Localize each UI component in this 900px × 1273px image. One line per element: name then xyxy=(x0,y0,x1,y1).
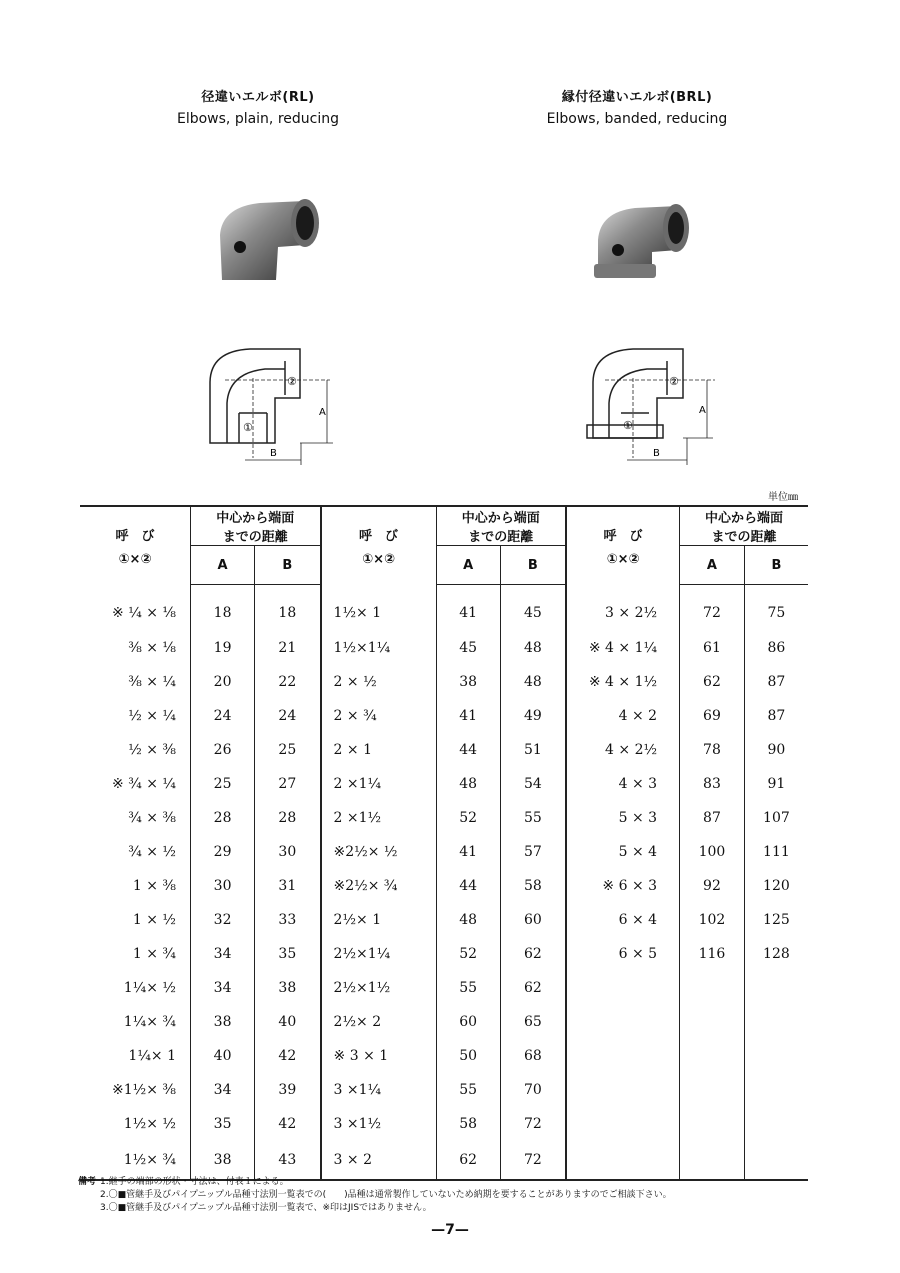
dim-b-cell: 45 xyxy=(500,585,566,632)
dim-b-cell xyxy=(744,1141,808,1180)
dim-b-cell: 58 xyxy=(500,869,566,903)
size-cell: 2 × ½ xyxy=(321,665,437,699)
note-3: 3.〇■管継手及びパイプニップル品種寸法別一覧表で、※印はJISではありません。 xyxy=(100,1203,432,1213)
dim-b-cell: 33 xyxy=(255,903,321,937)
header-size: 呼 び ①×② xyxy=(321,506,437,585)
size-cell: 3 ×1½ xyxy=(321,1107,437,1141)
size-cell: 2½×1¼ xyxy=(321,937,437,971)
size-cell: ※ 6 × 3 xyxy=(566,869,680,903)
dim-b-cell: 62 xyxy=(500,937,566,971)
table-row xyxy=(80,869,808,903)
size-cell: 1½× ¾ xyxy=(123,1152,176,1168)
elbow-brl-drawing xyxy=(585,343,725,468)
dim-a-cell: 78 xyxy=(680,733,745,767)
dim-b-cell: 120 xyxy=(744,869,808,903)
dim-a-cell: 48 xyxy=(436,767,500,801)
dim-a-cell: 69 xyxy=(680,699,745,733)
dim-a-cell xyxy=(680,1107,745,1141)
size-cell: 1¼× 1 xyxy=(128,1048,176,1064)
dim-a-cell xyxy=(680,971,745,1005)
dim-a-cell: 102 xyxy=(680,903,745,937)
dim-b-cell xyxy=(744,971,808,1005)
header-b: B xyxy=(255,546,321,585)
dim-a-cell: 19 xyxy=(191,631,255,665)
size-cell: 5 × 3 xyxy=(566,801,680,835)
dim-b-cell: 128 xyxy=(744,937,808,971)
dim-a-cell: 44 xyxy=(436,733,500,767)
dim-b-cell: 68 xyxy=(500,1039,566,1073)
dim-b-cell: 49 xyxy=(500,699,566,733)
dim-b-cell: 43 xyxy=(255,1141,321,1180)
product-title-rl xyxy=(108,86,408,127)
table-row xyxy=(80,631,808,665)
dim-a-cell: 32 xyxy=(191,903,255,937)
dim-a-cell: 20 xyxy=(191,665,255,699)
dimension-table xyxy=(80,505,808,1181)
dim-a-cell xyxy=(680,1039,745,1073)
page-number: —7— xyxy=(431,1222,469,1238)
dim-b-cell: 38 xyxy=(255,971,321,1005)
size-cell: 3 × 2½ xyxy=(566,585,680,632)
dim-b-cell: 39 xyxy=(255,1073,321,1107)
size-cell: ※ ¼ × ⅛ xyxy=(112,604,176,621)
dim-a-cell: 38 xyxy=(191,1005,255,1039)
table-row xyxy=(80,733,808,767)
size-cell: 3 × 2 xyxy=(321,1141,437,1180)
table-row xyxy=(80,1141,808,1180)
dim-a-cell xyxy=(680,1073,745,1107)
size-cell: 2 ×1½ xyxy=(321,801,437,835)
table-row xyxy=(80,1073,808,1107)
dim-b-cell: 75 xyxy=(744,585,808,632)
size-cell: ¾ × ⅜ xyxy=(128,810,176,826)
dim-a-label: A xyxy=(319,407,326,418)
dim-b-label: B xyxy=(270,448,277,459)
size-cell: 5 × 4 xyxy=(566,835,680,869)
dim-b-cell xyxy=(744,1039,808,1073)
dim-a-cell: 34 xyxy=(191,971,255,1005)
dim-b-cell: 111 xyxy=(744,835,808,869)
dim-a-cell: 40 xyxy=(191,1039,255,1073)
dim-b-cell: 30 xyxy=(255,835,321,869)
notes-label: 備考 xyxy=(78,1177,97,1187)
dim-b-cell: 35 xyxy=(255,937,321,971)
dim-a-cell: 41 xyxy=(436,585,500,632)
table-row xyxy=(80,937,808,971)
dim-a-cell: 38 xyxy=(191,1141,255,1180)
dim-a-cell: 24 xyxy=(191,699,255,733)
dim-b-label: B xyxy=(653,448,660,459)
dim-a-cell: 26 xyxy=(191,733,255,767)
dim-b-cell: 24 xyxy=(255,699,321,733)
dim-a-cell: 58 xyxy=(436,1107,500,1141)
dim-a-cell xyxy=(680,1005,745,1039)
dim-a-cell: 45 xyxy=(436,631,500,665)
dim-a-cell: 50 xyxy=(436,1039,500,1073)
dim-b-cell: 40 xyxy=(255,1005,321,1039)
dim-b-cell: 55 xyxy=(500,801,566,835)
elbow-brl-photo xyxy=(590,192,700,287)
dim-b-cell: 42 xyxy=(255,1039,321,1073)
title-en-rl: Elbows, plain, reducing xyxy=(176,111,340,127)
header-dist: 中心から端面 までの距離 xyxy=(191,506,321,546)
size-cell: 1 × ½ xyxy=(132,912,176,928)
table-row xyxy=(80,1005,808,1039)
product-title-brl xyxy=(487,86,787,127)
header-a: A xyxy=(680,546,745,585)
dim-b-cell: 28 xyxy=(255,801,321,835)
size-cell: ※2½× ½ xyxy=(321,835,437,869)
size-cell: 1½×1¼ xyxy=(321,631,437,665)
header-size: 呼 び ①×② xyxy=(115,528,155,567)
size-cell: 4 × 2½ xyxy=(566,733,680,767)
header-a: A xyxy=(191,546,255,585)
dim-b-cell: 22 xyxy=(255,665,321,699)
dim-a-cell: 55 xyxy=(436,1073,500,1107)
dim-a-cell: 28 xyxy=(191,801,255,835)
dim-a-cell: 41 xyxy=(436,835,500,869)
unit-label: 単位㎜ xyxy=(768,492,798,503)
elbow-rl-drawing xyxy=(205,343,345,468)
table-row xyxy=(80,585,808,632)
dim-a-label: A xyxy=(699,405,706,416)
header-b: B xyxy=(500,546,566,585)
size-cell: ※ 4 × 1¼ xyxy=(566,631,680,665)
table-row xyxy=(80,801,808,835)
dim-a-cell: 44 xyxy=(436,869,500,903)
note-2: 2.〇■管継手及びパイプニップル品種寸法別一覧表での( )品種は通常製作していないため納期を要することがありますのでご相談下さい。 xyxy=(100,1190,672,1200)
dim-b-cell: 65 xyxy=(500,1005,566,1039)
dim-b-cell: 48 xyxy=(500,665,566,699)
size-cell: 2 × 1 xyxy=(321,733,437,767)
dim-b-cell: 87 xyxy=(744,699,808,733)
dim-a-cell: 48 xyxy=(436,903,500,937)
size-cell xyxy=(566,1073,680,1107)
size-cell xyxy=(566,1141,680,1180)
title-en-brl: Elbows, banded, reducing xyxy=(546,111,728,127)
dim-b-cell: 86 xyxy=(744,631,808,665)
port1-label: ① xyxy=(623,419,633,432)
dim-a-cell: 30 xyxy=(191,869,255,903)
notes xyxy=(78,1176,672,1215)
size-cell: 2½×1½ xyxy=(321,971,437,1005)
header-a: A xyxy=(436,546,500,585)
dim-b-cell: 48 xyxy=(500,631,566,665)
header-dist: 中心から端面 までの距離 xyxy=(680,506,808,546)
size-cell: ※ ¾ × ¼ xyxy=(112,776,176,792)
dim-b-cell xyxy=(744,1107,808,1141)
dim-a-cell: 52 xyxy=(436,937,500,971)
header-dist: 中心から端面 までの距離 xyxy=(436,506,566,546)
dim-b-cell: 25 xyxy=(255,733,321,767)
size-cell: 1¼× ½ xyxy=(123,980,176,996)
dim-b-cell: 18 xyxy=(255,585,321,632)
elbow-rl-photo xyxy=(210,185,330,285)
table-row xyxy=(80,1107,808,1141)
table-row xyxy=(80,665,808,699)
dim-b-cell xyxy=(744,1005,808,1039)
dim-b-cell: 62 xyxy=(500,971,566,1005)
size-cell: 1 × ¾ xyxy=(132,946,176,962)
dim-a-cell xyxy=(680,1141,745,1180)
dim-b-cell: 87 xyxy=(744,665,808,699)
dim-b-cell xyxy=(744,1073,808,1107)
dim-b-cell: 91 xyxy=(744,767,808,801)
port2-label: ② xyxy=(669,375,679,388)
size-cell: ※ 3 × 1 xyxy=(321,1039,437,1073)
note-1: 1.継手の端部の形状・寸法は、付表１による。 xyxy=(100,1177,289,1187)
size-cell: ⅜ × ⅛ xyxy=(128,640,176,656)
dim-a-cell: 72 xyxy=(680,585,745,632)
title-jp-brl: 縁付径違いエルボ(BRL) xyxy=(561,90,713,105)
dim-b-cell: 54 xyxy=(500,767,566,801)
dim-a-cell: 116 xyxy=(680,937,745,971)
size-cell: 2½× 2 xyxy=(321,1005,437,1039)
dim-a-cell: 18 xyxy=(191,585,255,632)
dim-a-cell: 29 xyxy=(191,835,255,869)
dim-a-cell: 92 xyxy=(680,869,745,903)
table-row xyxy=(80,971,808,1005)
dim-b-cell: 125 xyxy=(744,903,808,937)
dim-a-cell: 41 xyxy=(436,699,500,733)
dim-b-cell: 90 xyxy=(744,733,808,767)
size-cell: ※2½× ¾ xyxy=(321,869,437,903)
size-cell: 3 ×1¼ xyxy=(321,1073,437,1107)
dim-a-cell: 35 xyxy=(191,1107,255,1141)
port1-label: ① xyxy=(243,421,253,434)
size-cell: 1½× ½ xyxy=(123,1116,176,1132)
dim-a-cell: 83 xyxy=(680,767,745,801)
size-cell: 1½× 1 xyxy=(321,585,437,632)
title-jp-rl: 径違いエルボ(RL) xyxy=(201,90,315,105)
size-cell: 4 × 3 xyxy=(566,767,680,801)
dim-a-cell: 62 xyxy=(680,665,745,699)
header-b: B xyxy=(744,546,808,585)
size-cell: 1 × ⅜ xyxy=(132,878,176,894)
size-cell xyxy=(566,1039,680,1073)
dim-b-cell: 57 xyxy=(500,835,566,869)
size-cell: 6 × 5 xyxy=(566,937,680,971)
dim-a-cell: 60 xyxy=(436,1005,500,1039)
size-cell: ½ × ⅜ xyxy=(128,742,176,758)
dim-b-cell: 51 xyxy=(500,733,566,767)
size-cell: 6 × 4 xyxy=(566,903,680,937)
dim-b-cell: 72 xyxy=(500,1141,566,1180)
size-cell: ※1½× ⅜ xyxy=(112,1082,176,1098)
size-cell: ¾ × ½ xyxy=(128,844,176,860)
table-row xyxy=(80,767,808,801)
dim-b-cell: 72 xyxy=(500,1107,566,1141)
dim-a-cell: 25 xyxy=(191,767,255,801)
table-row xyxy=(80,699,808,733)
dim-b-cell: 70 xyxy=(500,1073,566,1107)
size-cell: ⅜ × ¼ xyxy=(128,674,176,690)
dim-a-cell: 61 xyxy=(680,631,745,665)
size-cell: 4 × 2 xyxy=(566,699,680,733)
dim-b-cell: 31 xyxy=(255,869,321,903)
dim-a-cell: 62 xyxy=(436,1141,500,1180)
dim-a-cell: 38 xyxy=(436,665,500,699)
dim-b-cell: 27 xyxy=(255,767,321,801)
size-cell: ½ × ¼ xyxy=(128,708,176,724)
size-cell: 2½× 1 xyxy=(321,903,437,937)
dim-b-cell: 107 xyxy=(744,801,808,835)
size-cell: ※ 4 × 1½ xyxy=(566,665,680,699)
dim-b-cell: 60 xyxy=(500,903,566,937)
size-cell: 1¼× ¾ xyxy=(123,1014,176,1030)
dim-a-cell: 87 xyxy=(680,801,745,835)
size-cell xyxy=(566,1005,680,1039)
port2-label: ② xyxy=(287,375,297,388)
dim-a-cell: 55 xyxy=(436,971,500,1005)
table-row xyxy=(80,835,808,869)
size-cell: 2 × ¾ xyxy=(321,699,437,733)
size-cell: 2 ×1¼ xyxy=(321,767,437,801)
dim-a-cell: 34 xyxy=(191,937,255,971)
table-row xyxy=(80,1039,808,1073)
dim-a-cell: 100 xyxy=(680,835,745,869)
size-cell xyxy=(566,1107,680,1141)
dim-b-cell: 42 xyxy=(255,1107,321,1141)
table-row xyxy=(80,903,808,937)
dim-b-cell: 21 xyxy=(255,631,321,665)
header-size: 呼 び ①×② xyxy=(566,506,680,585)
dim-a-cell: 34 xyxy=(191,1073,255,1107)
size-cell xyxy=(566,971,680,1005)
dim-a-cell: 52 xyxy=(436,801,500,835)
